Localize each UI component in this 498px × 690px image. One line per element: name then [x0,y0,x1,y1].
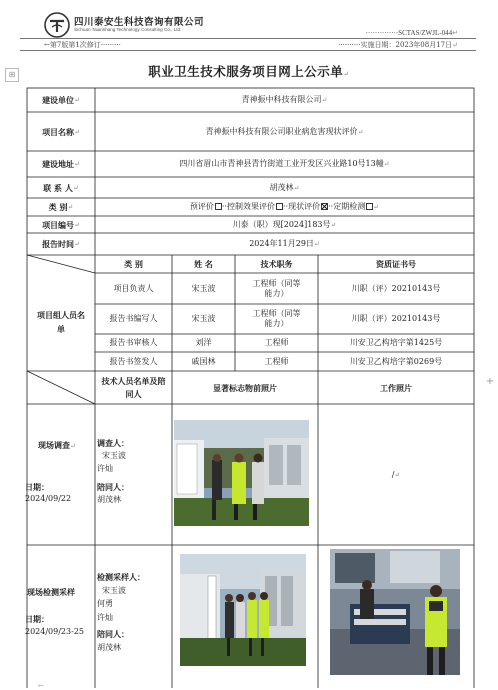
table-row-title: 工程师（同等能力） [252,309,301,328]
project-name-label: 项目名称 ↵ [42,126,80,137]
team-header-cert: 资质证书号 [376,259,416,269]
unit-value: 青神振中科技有限公司 ↵ [241,95,328,104]
sampling-landmark-photo [180,554,306,666]
photo-header-staff: 技术人员名单及陪同人 [101,375,166,399]
document-title: 职业卫生技术服务项目网上公示单↵ [148,64,350,79]
team-header-role: 类 别 [124,259,143,269]
sampling-work-photo [330,549,460,675]
report-date-label: 报告时间 ↵ [42,239,80,249]
survey-work-photo-placeholder: / ↵ [391,469,401,479]
table-row-role: 报告书编写人 [109,314,158,323]
option-pre-eval[interactable]: 预评价 [190,202,222,212]
unit-label: 建设单位 ↵ [42,95,80,105]
team-header-name: 姓 名 [194,259,213,269]
survey-date: 2024/09/22 [25,494,72,503]
document-code: ··············SCTAS/ZWJL-044↵ [365,29,458,37]
checkbox-status-eval-checked[interactable] [321,203,328,210]
address-value: 四川省眉山市青神县青竹街道工业开发区兴业路10号13幢 ↵ [179,159,390,168]
checkbox-periodic-test[interactable] [366,203,373,210]
table-row-cert: 川职（评）20210143号 [351,314,441,323]
sampler-name: 宋玉波 [102,586,126,595]
version-text: ←第7版第1次修订········· [44,41,121,49]
investigator-name: 许灿 [97,464,113,473]
sampling-escort-name: 胡茂林 [97,643,121,652]
table-row-title: 工程师 [264,356,289,366]
checkbox-pre-eval[interactable] [215,203,222,210]
category-label: 类 别 ↵ [48,202,74,212]
survey-escort-name: 胡茂林 [97,495,121,504]
contact-label: 联 系 人 ↵ [43,182,79,193]
investigator-label: 调查人： [97,438,129,448]
photo-header-work: 工作照片 [380,382,412,393]
project-no-label: 项目编号 ↵ [42,219,80,230]
sampler-label: 检测采样人： [97,572,145,582]
option-status-eval[interactable]: 现状评价 [288,202,328,212]
sampler-name: 许灿 [97,613,113,622]
team-header-title: 技术职务 [260,259,293,269]
table-row-name: 宋玉波 [191,283,216,293]
project-name-value: 青神振中科技有限公司职业病危害现状评价 ↵ [205,126,364,136]
sampler-name: 何勇 [97,599,113,608]
sampling-escort-label: 陪同人： [97,629,129,639]
table-row-name: 刘洋 [195,338,212,347]
sampling-date-label: 日期： [25,614,49,624]
add-row-icon[interactable]: + [485,376,495,387]
company-name-en: Sichuan Taianshang Technology Consulting Co., Ltd. [74,27,182,32]
survey-label: 现场调查↵ [38,440,76,450]
table-row-cert: 川安卫乙构培字第1425号 [349,338,443,347]
company-name: 四川泰安生科技咨询有限公司 [74,17,205,28]
survey-landmark-photo [174,420,309,526]
table-row-name: 戚国林 [191,356,216,366]
paragraph-mark: ← [38,682,44,690]
table-row-name: 宋玉波 [191,314,216,323]
sampling-label: 现场检测采样 [27,587,75,597]
table-row-title: 工程师（同等能力） [252,278,301,298]
table-row-role: 报告书签发人 [109,356,158,366]
investigator-name: 宋玉波 [102,451,126,460]
table-row-role: 报告书审核人 [109,338,158,347]
sampling-date: 2024/09/23-25 [25,627,84,636]
table-row-role: 项目负责人 [113,283,154,293]
checkbox-control-eval[interactable] [276,203,283,210]
implementation-date: ··········实施日期：2023年08月17日↵ [338,41,458,49]
layout-options-icon[interactable]: ⊞ [5,68,19,82]
survey-escort-label: 陪同人： [97,482,129,492]
photo-header-landmark: 显著标志物前照片 [213,382,277,393]
category-options: 预评价 ·· 控制效果评价 ·· 现状评价 ·· 定期检测 ↵ [189,202,380,211]
contact-value: 胡茂林 ↵ [269,182,300,192]
team-label: 项目组人员名单 [37,310,85,334]
survey-date-label: 日期： [25,482,49,492]
table-row-cert: 川职（评）20210143号 [351,283,441,293]
option-control-eval[interactable]: 控制效果评价 [227,202,283,212]
project-no-value: 川泰（职）现[2024]183号 ↵ [232,219,337,229]
address-label: 建设地址 ↵ [42,159,80,169]
report-date-value: 2024年11月29日 ↵ [249,239,320,248]
table-row-title: 工程师 [264,338,289,347]
table-row-cert: 川安卫乙构培字第0269号 [349,356,443,366]
option-periodic-test[interactable]: 定期检测 [333,202,373,212]
